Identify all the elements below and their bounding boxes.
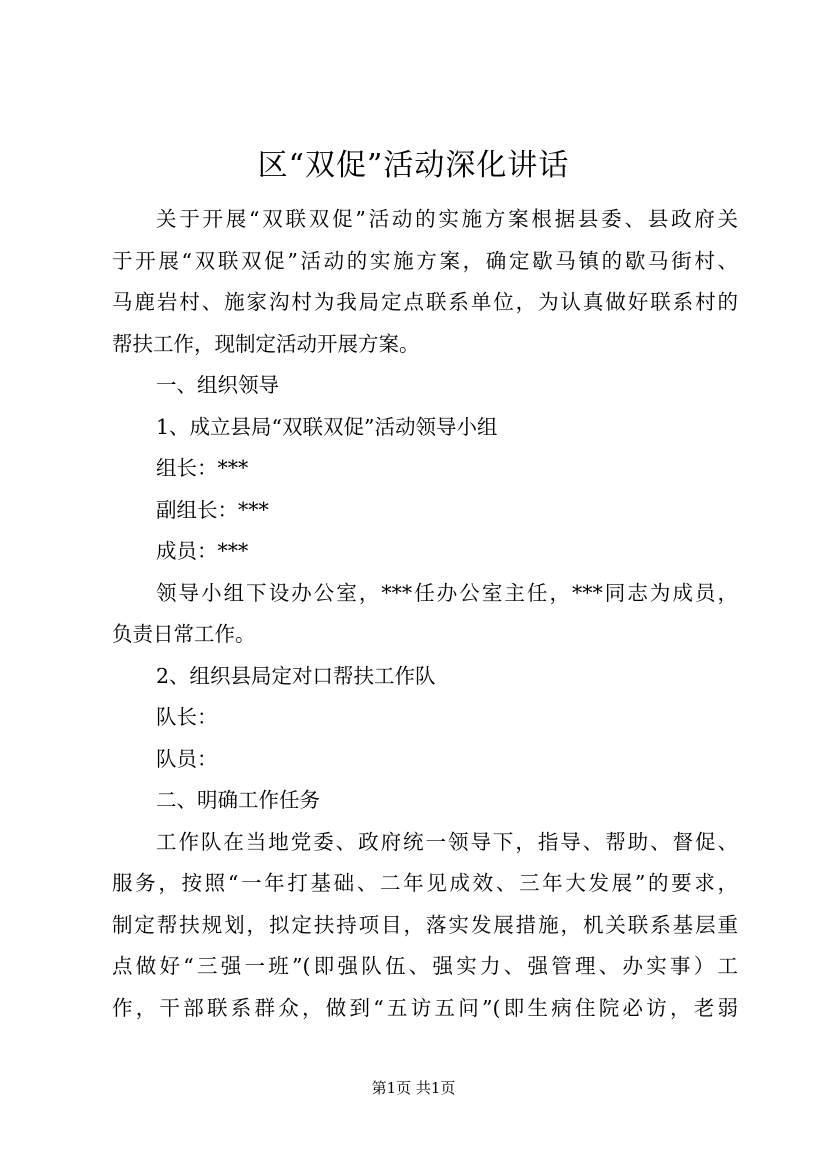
paragraph-line: 作，干部联系群众，做到“五访五问”(即生病住院必访，老弱 [112, 995, 738, 1020]
subsection-heading: 2、组织县局定对口帮扶工作队 [156, 663, 436, 688]
page-footer: 第1页 共1页 [371, 1079, 456, 1097]
paragraph-line: 服务，按照“一年打基础、二年见成效、三年大发展”的要求， [112, 871, 738, 895]
member-line: 队长： [156, 705, 218, 729]
document-title: 区“双促”活动深化讲话 [257, 148, 570, 183]
paragraph-line: 关于开展“双联双促”活动的实施方案根据县委、县政府关 [156, 207, 738, 231]
document-body [112, 199, 738, 1029]
paragraph-line: 领导小组下设办公室，***任办公室主任，***同志为成员， [156, 580, 738, 605]
paragraph-line: 工作队在当地党委、政府统一领导下，指导、帮助、督促、 [156, 829, 738, 854]
paragraph-line: 马鹿岩村、施家沟村为我局定点联系单位，为认真做好联系村的 [112, 290, 738, 314]
paragraph-line: 点做好“三强一班”(即强队伍、强实力、强管理、办实事）工 [112, 954, 738, 978]
member-line: 组长：*** [156, 456, 249, 480]
paragraph-line: 制定帮扶规划，拟定扶持项目，落实发展措施，机关联系基层重 [112, 912, 738, 937]
member-line: 成员：*** [156, 539, 249, 563]
subsection-heading: 1、成立县局“双联双促”活动领导小组 [156, 414, 498, 439]
section-heading: 一、组织领导 [156, 373, 279, 397]
paragraph-line: 负责日常工作。 [112, 622, 256, 646]
member-line: 队员： [156, 746, 218, 771]
paragraph-line: 帮扶工作，现制定活动开展方案。 [112, 331, 420, 356]
paragraph-line: 于开展“双联双促”活动的实施方案，确定歇马镇的歇马街村、 [112, 248, 738, 273]
member-line: 副组长：*** [156, 497, 269, 522]
section-heading: 二、明确工作任务 [156, 788, 320, 812]
